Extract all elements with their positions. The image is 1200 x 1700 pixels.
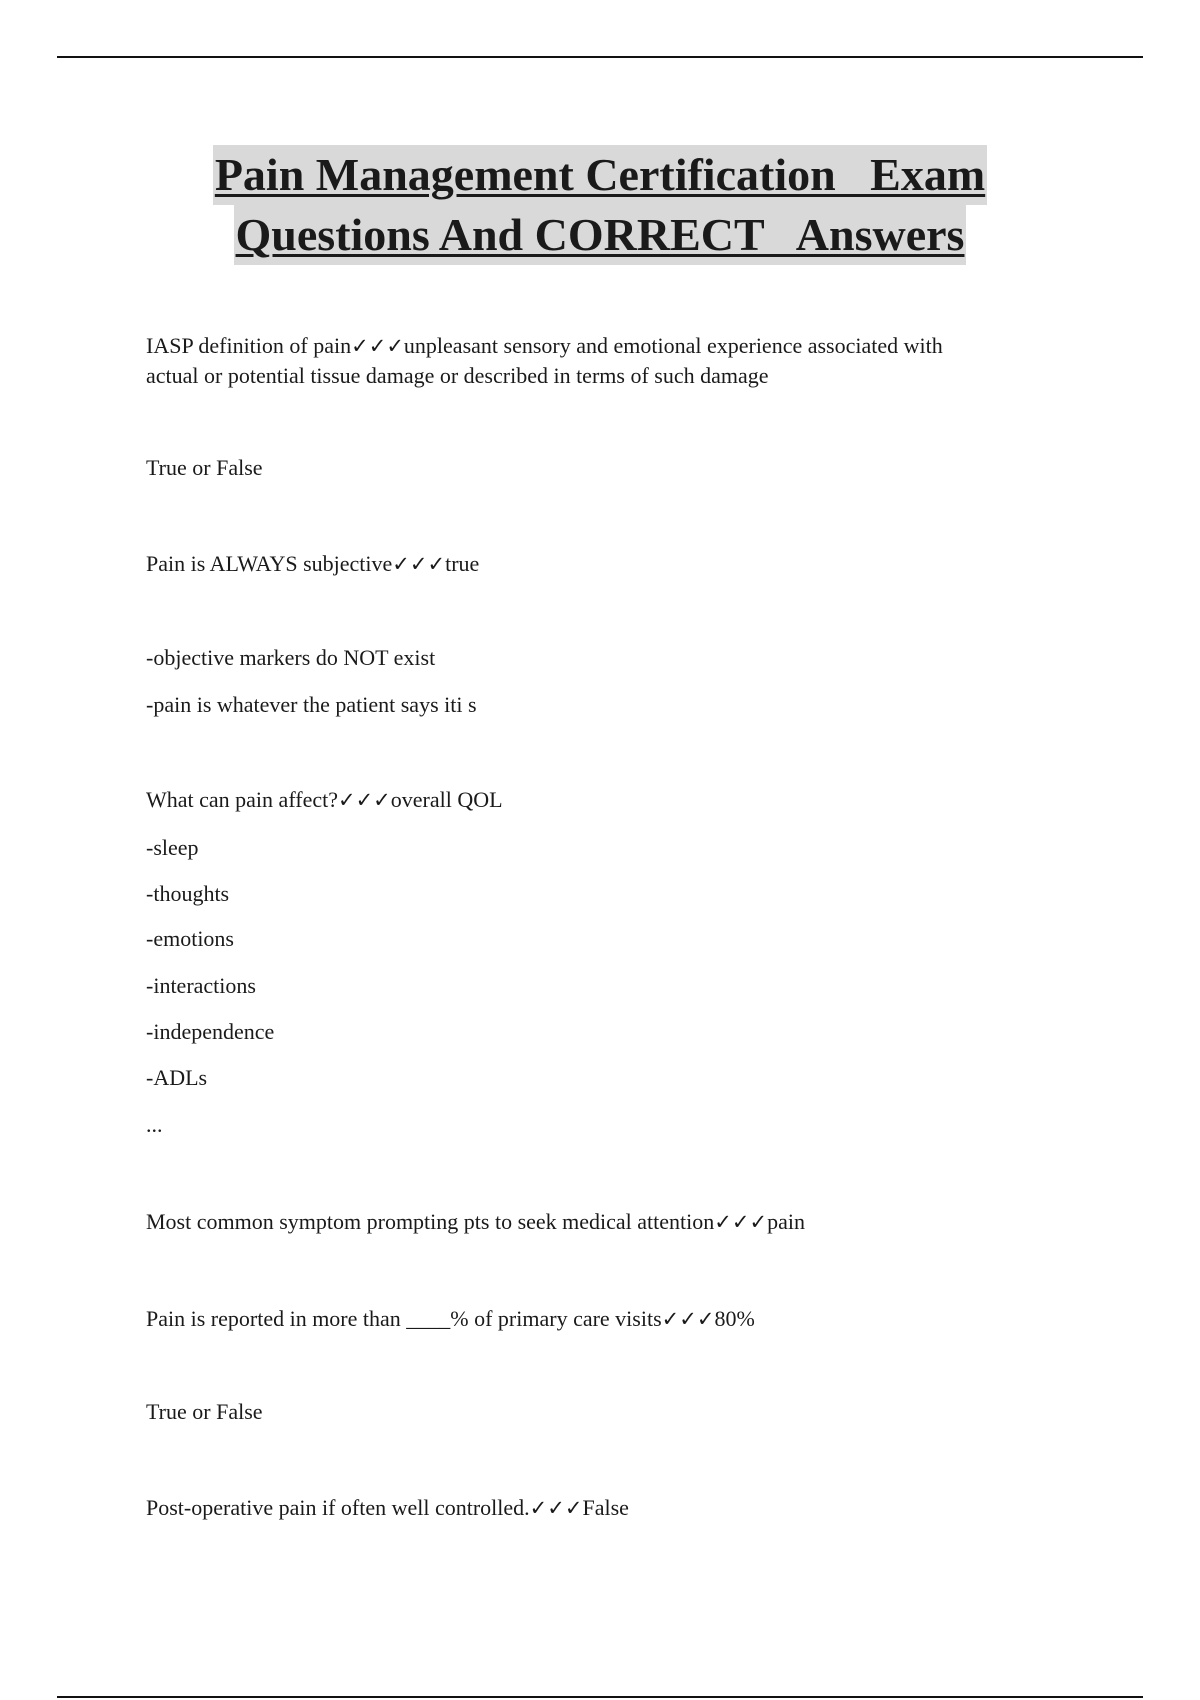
question-text: IASP definition of pain [146,333,352,358]
true-false-prompt: True or False [146,455,263,480]
triple-check-icon: ✓✓✓ [392,552,446,576]
answer-text: true [445,551,480,576]
list-item: -ADLs [146,1065,208,1090]
list-item: -emotions [146,926,234,951]
question-text: Pain is ALWAYS subjective [146,551,393,576]
bottom-rule [57,1696,1143,1698]
qa-item-pain-affect [146,785,503,815]
list-item: -interactions [146,973,256,998]
qa-item-post-operative [146,1493,629,1523]
note-line: -objective markers do NOT exist [146,645,436,670]
question-text: What can pain affect? [146,787,338,812]
title-line-2: Questions And CORRECT Answers [234,205,967,265]
answer-text: unpleasant sensory and emotional experience associated with [403,333,943,358]
qa-item-pain-subjective [146,549,479,579]
qa-item-primary-care [146,1304,755,1334]
list-item: -thoughts [146,881,230,906]
note-line: -pain is whatever the patient says iti s [146,692,477,717]
question-text: Post-operative pain if often well controlled. [146,1495,530,1520]
question-text: Pain is reported in more than ____% of primary care visits [146,1306,662,1331]
triple-check-icon: ✓✓✓ [337,788,391,812]
triple-check-icon: ✓✓✓ [351,334,404,358]
answer-text: False [582,1495,629,1520]
true-false-prompt: True or False [146,1399,263,1424]
qa-item-common-symptom [146,1207,805,1237]
answer-text: pain [767,1209,805,1234]
title-line-1: Pain Management Certification Exam [213,145,987,205]
document-title [0,145,1200,265]
triple-check-icon: ✓✓✓ [661,1307,715,1331]
triple-check-icon: ✓✓✓ [714,1210,768,1234]
list-item: ... [146,1112,163,1137]
qa-item-iasp-definition [146,331,943,361]
list-item: -sleep [146,835,199,860]
answer-continuation: actual or potential tissue damage or described in terms of such damage [146,363,769,388]
answer-text: 80% [714,1306,755,1331]
triple-check-icon: ✓✓✓ [529,1496,583,1520]
top-rule [57,56,1143,58]
list-item: -independence [146,1019,275,1044]
question-text: Most common symptom prompting pts to seek medical attention [146,1209,715,1234]
answer-text: overall QOL [390,787,503,812]
